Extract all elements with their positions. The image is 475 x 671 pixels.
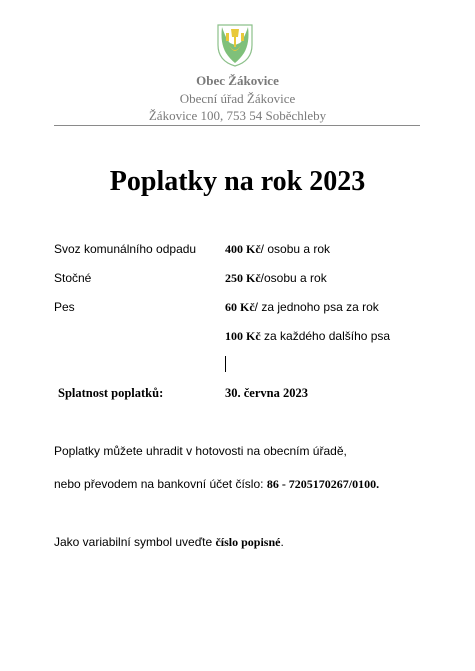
- fee-suffix: / osobu a rok: [260, 242, 331, 256]
- fee-amount: 100 Kč: [225, 329, 261, 343]
- variable-symbol-suffix: .: [280, 535, 284, 549]
- bank-account-number: 86 - 7205170267/0100.: [266, 477, 380, 491]
- fee-suffix: za každého dalšího psa: [260, 329, 391, 343]
- municipal-coat-of-arms-icon: [216, 23, 254, 67]
- fee-suffix: /osobu a rok: [260, 271, 327, 285]
- office-name: Obecní úřad Žákovice: [179, 91, 296, 106]
- fee-label-waste: Svoz komunálního odpadu: [54, 242, 197, 256]
- fee-value-additional-dog: [225, 329, 390, 344]
- fee-amount: 250 Kč: [225, 271, 261, 285]
- variable-symbol-emphasis: číslo popisné: [215, 535, 281, 549]
- due-label: Splatnost poplatků:: [58, 386, 164, 400]
- fee-value-sewage: [225, 271, 327, 286]
- fee-value-dog: [225, 300, 379, 315]
- fee-label-dog: Pes: [54, 300, 75, 314]
- fee-amount: 400 Kč: [225, 242, 261, 256]
- fee-amount: 60 Kč: [225, 300, 255, 314]
- header-divider: [54, 125, 420, 126]
- municipality-name: Obec Žákovice: [196, 73, 279, 88]
- variable-symbol-note: [54, 535, 284, 550]
- payment-line-2-text: nebo převodem na bankovní účet číslo:: [54, 477, 267, 491]
- fee-value-waste: [225, 242, 330, 257]
- office-address: Žákovice 100, 753 54 Soběchleby: [148, 108, 327, 123]
- fee-suffix: / za jednoho psa za rok: [254, 300, 379, 314]
- fee-label-sewage: Stočné: [54, 271, 92, 285]
- variable-symbol-prefix: Jako variabilní symbol uveďte: [54, 535, 216, 549]
- page-title: Poplatky na rok 2023: [109, 166, 366, 197]
- payment-line-2: [54, 477, 379, 492]
- text-cursor: [225, 356, 226, 372]
- payment-line-1: Poplatky můžete uhradit v hotovosti na obecním úřadě,: [54, 444, 347, 458]
- due-date: 30. června 2023: [225, 386, 308, 400]
